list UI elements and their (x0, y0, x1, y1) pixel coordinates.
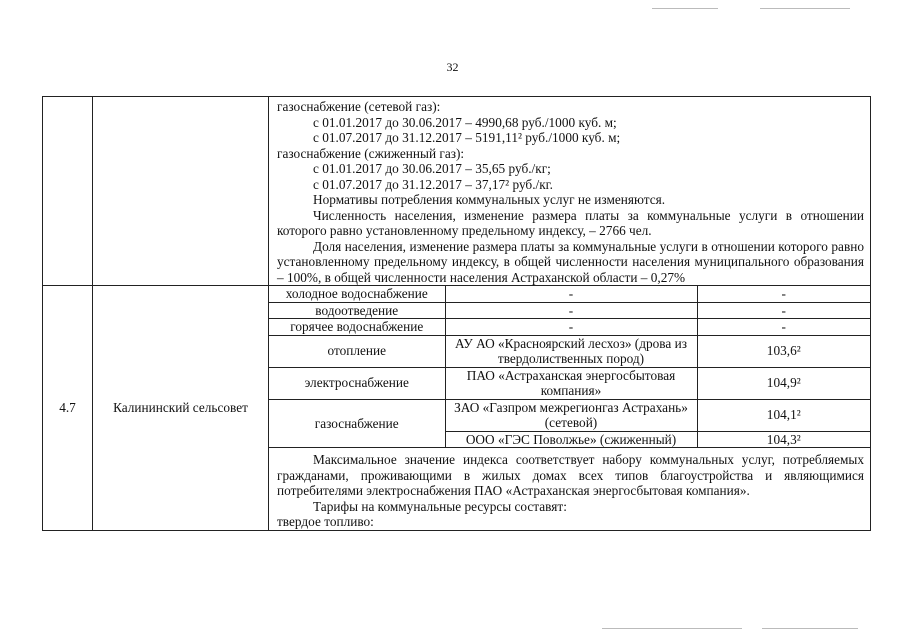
service-name: отопление (269, 335, 445, 367)
gas-lpg-tariff-h1: с 01.01.2017 до 30.06.2017 – 35,65 руб./кг; (313, 161, 551, 176)
tariffs-line: Тарифы на коммунальные ресурсы составят: (313, 498, 567, 514)
service-row-electricity (269, 367, 870, 399)
bottom-note (269, 448, 870, 530)
service-index: - (697, 319, 870, 336)
services-cell (269, 286, 871, 531)
max-index-paragraph: Максимальное значение индекса соответствует набору коммунальных услуг, потребляемых гражданами, проживающими в жилых домах всех типов благоустройства и являющимися потребителями электроснабжения ПАО «Астраханская энергосбытовая компания». (277, 452, 864, 498)
scan-artifact-bottom (602, 628, 742, 629)
service-index: 103,6² (697, 335, 870, 367)
service-row-gas-network (269, 399, 870, 431)
table-row-continuation (43, 97, 871, 286)
service-name: холодное водоснабжение (269, 286, 445, 302)
service-supplier: - (445, 286, 697, 302)
population-count-paragraph: Численность населения, изменение размера платы за коммунальные услуги в отношении которого равно установленному предельному индексу, – 2766 чел. (277, 207, 864, 238)
services-table (269, 286, 870, 448)
service-supplier: ПАО «Астраханская энергосбытовая компания» (445, 367, 697, 399)
gas-network-tariff-h1: с 01.01.2017 до 30.06.2017 – 4990,68 руб./1000 куб. м; (313, 114, 617, 130)
service-index: 104,9² (697, 367, 870, 399)
service-supplier: ООО «ГЭС Поволжье» (сжиженный) (445, 431, 697, 448)
row-number: 4.7 (43, 286, 93, 531)
service-supplier: - (445, 319, 697, 336)
scan-artifact-top (652, 8, 718, 9)
service-supplier: АУ АО «Красноярский лесхоз» (дрова из твердолиственных пород) (445, 335, 697, 367)
table-row-kalininsky (43, 286, 871, 531)
service-index: 104,1² (697, 399, 870, 431)
solid-fuel-line: твердое топливо: (277, 514, 374, 529)
service-row-wastewater (269, 302, 870, 319)
gas-lpg-heading: газоснабжение (сжиженный газ): (277, 145, 465, 161)
service-name: водоотведение (269, 302, 445, 319)
service-row-cold-water (269, 286, 870, 302)
scan-artifact-bottom-2 (762, 628, 858, 629)
continuation-text-cell (269, 97, 871, 286)
service-name: электроснабжение (269, 367, 445, 399)
service-index: - (697, 286, 870, 302)
gas-network-heading: газоснабжение (сетевой газ): (277, 99, 441, 114)
population-share-paragraph: Доля населения, изменение размера платы за коммунальные услуги в отношении которого равно установленному предельному индексу, в общей численности населения муниципального образования – 100%, в общей численности населения Астраханской области – 0,27% (277, 238, 864, 285)
service-index: - (697, 302, 870, 319)
scan-artifact-top-2 (760, 8, 850, 9)
empty-cell-number (43, 97, 93, 286)
norms-statement: Нормативы потребления коммунальных услуг не изменяются. (313, 192, 666, 207)
tariff-table (42, 96, 871, 531)
service-name: горячее водоснабжение (269, 319, 445, 336)
municipality-name: Калининский сельсовет (93, 286, 269, 531)
service-row-hot-water (269, 319, 870, 336)
gas-lpg-tariff-h2: с 01.07.2017 до 31.12.2017 – 37,17² руб./кг. (313, 176, 553, 192)
service-supplier: - (445, 302, 697, 319)
service-index: 104,3² (697, 431, 870, 448)
service-supplier: ЗАО «Газпром межрегионгаз Астрахань» (сетевой) (445, 399, 697, 431)
service-name: газоснабжение (269, 399, 445, 448)
page-number: 32 (446, 60, 459, 74)
empty-cell-name (93, 97, 269, 286)
service-row-heating (269, 335, 870, 367)
gas-network-tariff-h2: с 01.07.2017 до 31.12.2017 – 5191,11² руб./1000 куб. м; (313, 130, 621, 145)
